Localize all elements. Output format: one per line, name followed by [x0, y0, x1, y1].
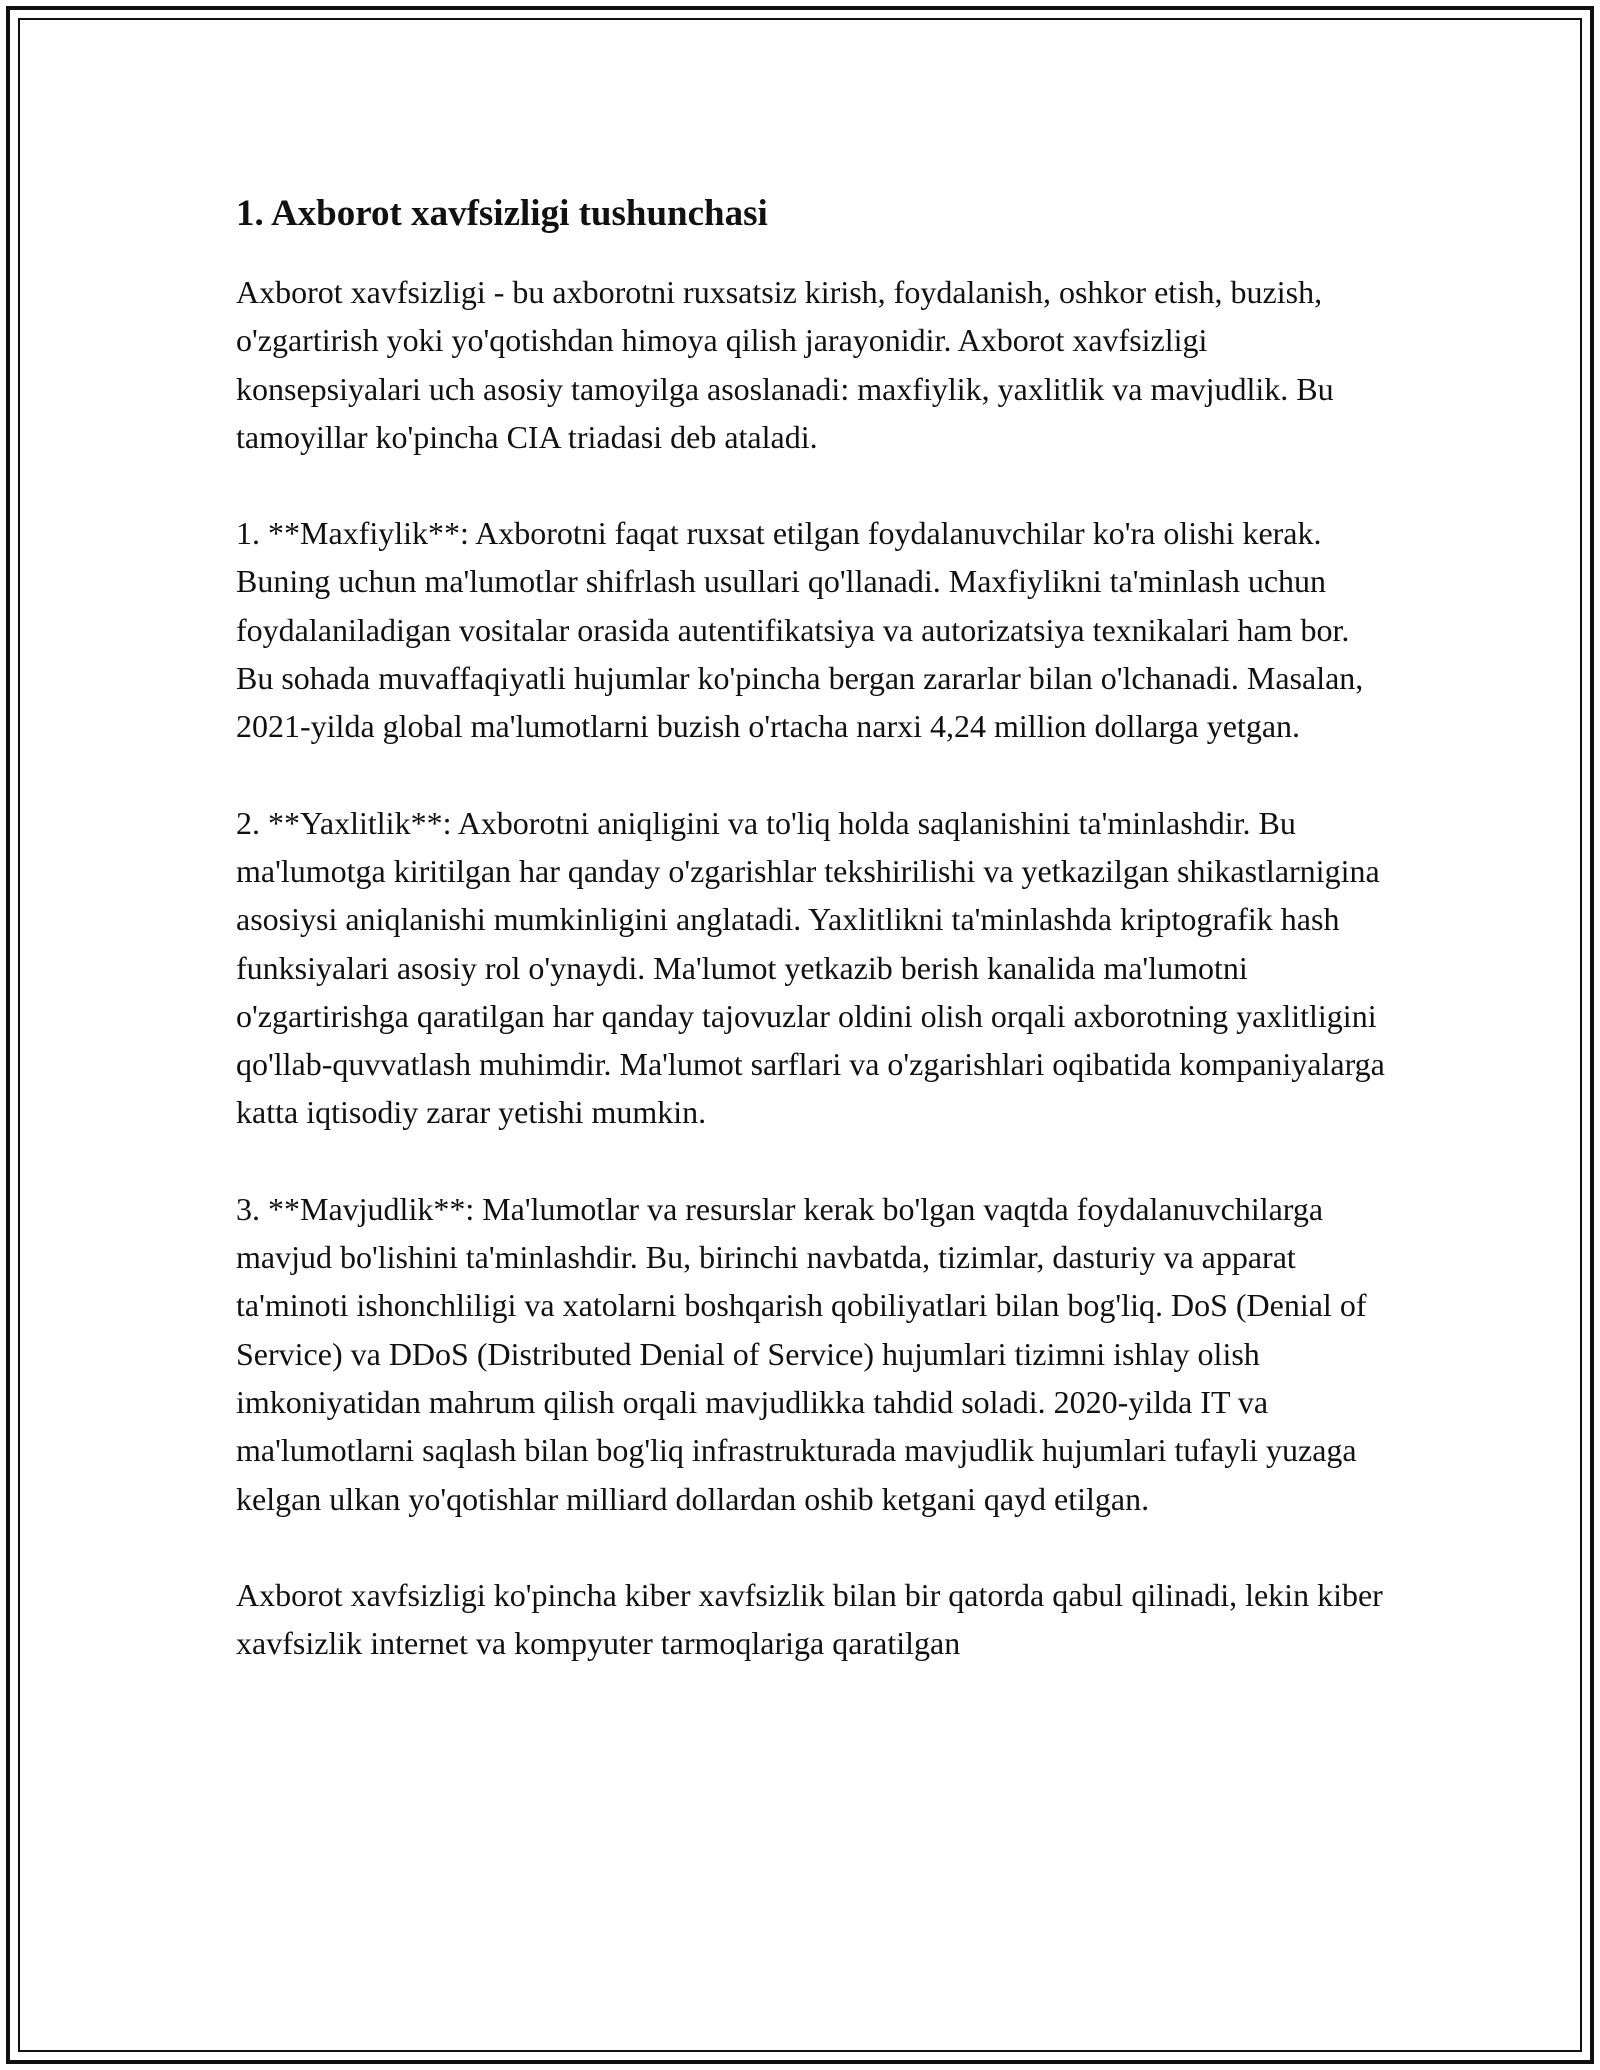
integrity-paragraph: 2. **Yaxlitlik**: Axborotni aniqligini va to'liq holda saqlanishini ta'minlashdir. Bu ma'lumotga kiritilgan har qanday o'zgarishlar tekshirilishi va yetkazilgan shikastlarnigina asosiysi aniqlanishi mumkinligini anglatadi. Yaxlitlikni ta'minlashda kriptografik hash funksiyalari asosiy rol o'ynaydi. Ma'lumot yetkazib berish kanalida ma'lumotni o'zgartirishga qaratilgan har qanday tajovuzlar oldini olish orqali axborotning yaxlitligini qo'llab-quvvatlash muhimdir. Ma'lumot sarflari va o'zgarishlari oqibatida kompaniyalarga katta iqtisodiy zarar yetishi mumkin. [236, 804, 1385, 1131]
intro-paragraph: Axborot xavfsizligi - bu axborotni ruxsatsiz kirish, foydalanish, oshkor etish, buzish, o'zgartirish yoki yo'qotishdan himoya qilish jarayonidir. Axborot xavfsizligi konsepsiyalari uch asosiy tamoyilga asoslanadi: maxfiylik, yaxlitlik va mavjudlik. Bu tamoyillar ko'pincha CIA triadasi deb ataladi. [236, 274, 1334, 455]
closing-paragraph: Axborot xavfsizligi ko'pincha kiber xavfsizlik bilan bir qatorda qabul qilinadi, lekin kiber xavfsizlik internet va kompyuter tarmoqlariga qaratilgan [236, 1576, 1383, 1662]
confidentiality-paragraph: 1. **Maxfiylik**: Axborotni faqat ruxsat etilgan foydalanuvchilar ko'ra olishi kerak. Buning uchun ma'lumotlar shifrlash usullari qo'llanadi. Maxfiylikni ta'minlash uchun foydalaniladigan vositalar orasida autentifikatsiya va autorizatsiya texnikalari ham bor. Bu sohada muvaffaqiyatli hujumlar ko'pincha bergan zararlar bilan o'lchanadi. Masalan, 2021-yilda global ma'lumotlarni buzish o'rtacha narxi 4,24 million dollarga yetgan. [236, 515, 1364, 745]
availability-paragraph: 3. **Mavjudlik**: Ma'lumotlar va resurslar kerak bo'lgan vaqtda foydalanuvchilarga mavjud bo'lishini ta'minlashdir. Bu, birinchi navbatda, tizimlar, dasturiy va apparat ta'minoti ishonchliligi va xatolarni boshqarish qobiliyatlari bilan bog'liq. DoS (Denial of Service) va DDoS (Distributed Denial of Service) hujumlari tizimni ishlay olish imkoniyatidan mahrum qilish orqali mavjudlikka tahdid soladi. 2020-yilda IT va ma'lumotlarni saqlash bilan bog'liq infrastrukturada mavjudlik hujumlari tufayli yuzaga kelgan ulkan yo'qotishlar milliard dollardan oshib ketgani qayd etilgan. [236, 1190, 1367, 1517]
document-body [236, 186, 1386, 1715]
section-heading: 1. Axborot xavfsizligi tushunchasi [236, 193, 768, 234]
